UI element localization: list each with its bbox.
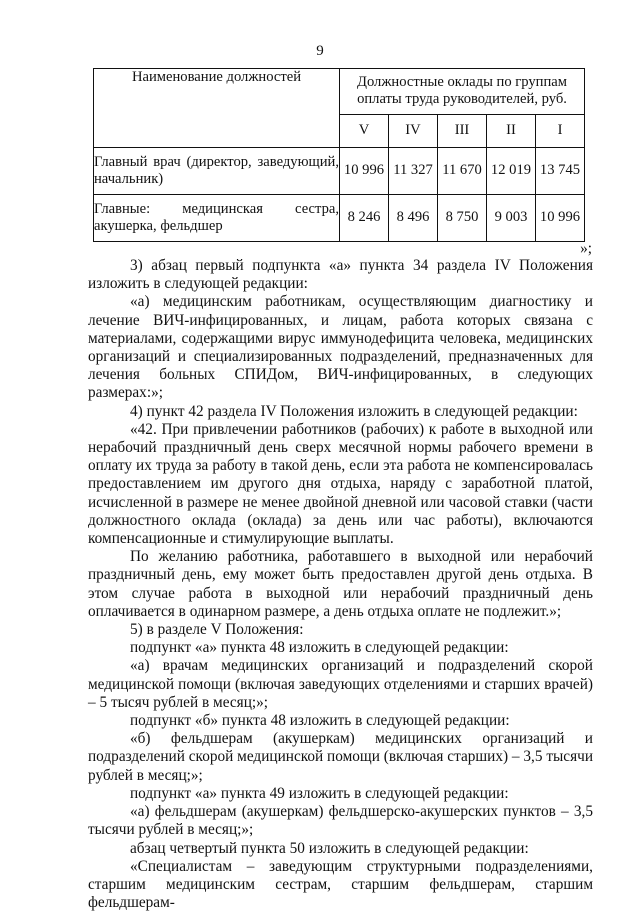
position-cell: Главный врач (директор, заведующий, начальник) (94, 148, 340, 195)
table-row (94, 148, 585, 195)
salary-cell: 12 019 (487, 148, 536, 195)
paragraph: 5) в разделе V Положения: (130, 621, 304, 639)
paragraph: «а) фельдшерам (акушеркам) фельдшерско-акушерских пунктов – 3,5 тысячи рублей в месяц;»; (88, 803, 593, 839)
table-closing-quote: »; (580, 240, 592, 257)
header-position-name: Наименование должностей (94, 69, 340, 148)
salary-cell: 10 996 (340, 148, 389, 195)
position-cell: Главные: медицинская сестра, акушерка, фельдшер (94, 195, 340, 242)
salary-cell: 8 750 (438, 195, 487, 242)
page-number: 9 (316, 43, 324, 59)
table-row (94, 195, 585, 242)
salary-cell: 11 670 (438, 148, 487, 195)
table-header-row (94, 69, 585, 115)
group-header: II (487, 114, 536, 147)
paragraph: 4) пункт 42 раздела IV Положения изложить в следующей редакции: (130, 402, 578, 420)
group-header: I (536, 114, 585, 147)
salary-cell: 10 996 (536, 195, 585, 242)
paragraph: подпункт «б» пункта 48 изложить в следующей редакции: (130, 712, 510, 730)
group-header: V (340, 114, 389, 147)
header-salary-groups: Должностные оклады по группам оплаты труда руководителей, руб. (340, 69, 585, 115)
paragraph: «а) медицинским работникам, осуществляющим диагностику и лечение ВИЧ-инфицированных, и лицам, работа которых связана с материалами, содержащими вирус иммунодефицита человека, медицинских организаций и специализированных подразделений, предназначенных для лечения больных СПИДом, ВИЧ-инфицированных, в следующих размерах:»; (88, 293, 593, 402)
group-header: III (438, 114, 487, 147)
salary-cell: 8 496 (389, 195, 438, 242)
salary-table (93, 68, 585, 242)
salary-cell: 13 745 (536, 148, 585, 195)
group-header: IV (389, 114, 438, 147)
paragraph: «42. При привлечении работников (рабочих) к работе в выходной или нерабочий праздничный день сверх месячной нормы рабочего времени в оплату их труда за работу в такой день, если эта работа не компенсировалась предоставлением им другого дня отдыха, наряду с заработной платой, исчисленной в размере не менее двойной дневной или часовой ставки (части должностного оклада (оклада) за день или час работы), включаются компенсационные и стимулирующие выплаты. (88, 420, 593, 548)
document-body (88, 257, 593, 912)
salary-cell: 8 246 (340, 195, 389, 242)
paragraph: «Специалистам – заведующим структурными подразделениями, старшим медицинским сестрам, старшим фельдшерам, старшим фельдшерам- (88, 857, 593, 912)
paragraph: подпункт «а» пункта 48 изложить в следующей редакции: (130, 639, 509, 657)
paragraph: 3) абзац первый подпункта «а» пункта 34 раздела IV Положения изложить в следующей редакции: (88, 257, 593, 293)
salary-cell: 11 327 (389, 148, 438, 195)
paragraph: подпункт «а» пункта 49 изложить в следующей редакции: (130, 784, 509, 802)
salary-cell: 9 003 (487, 195, 536, 242)
paragraph: По желанию работника, работавшего в выходной или нерабочий праздничный день, ему может быть предоставлен другой день отдыха. В этом случае работа в выходной или нерабочий праздничный день оплачивается в одинарном размере, а день отдыха оплате не подлежит.»; (88, 548, 593, 620)
paragraph: абзац четвертый пункта 50 изложить в следующей редакции: (130, 839, 529, 857)
paragraph: «а) врачам медицинских организаций и подразделений скорой медицинской помощи (включая заведующих отделениями и старших врачей) – 5 тысяч рублей в месяц;»; (88, 657, 593, 711)
paragraph: «б) фельдшерам (акушеркам) медицинских организаций и подразделений скорой медицинской помощи (включая старших) – 3,5 тысячи рублей в месяц;»; (88, 730, 594, 784)
